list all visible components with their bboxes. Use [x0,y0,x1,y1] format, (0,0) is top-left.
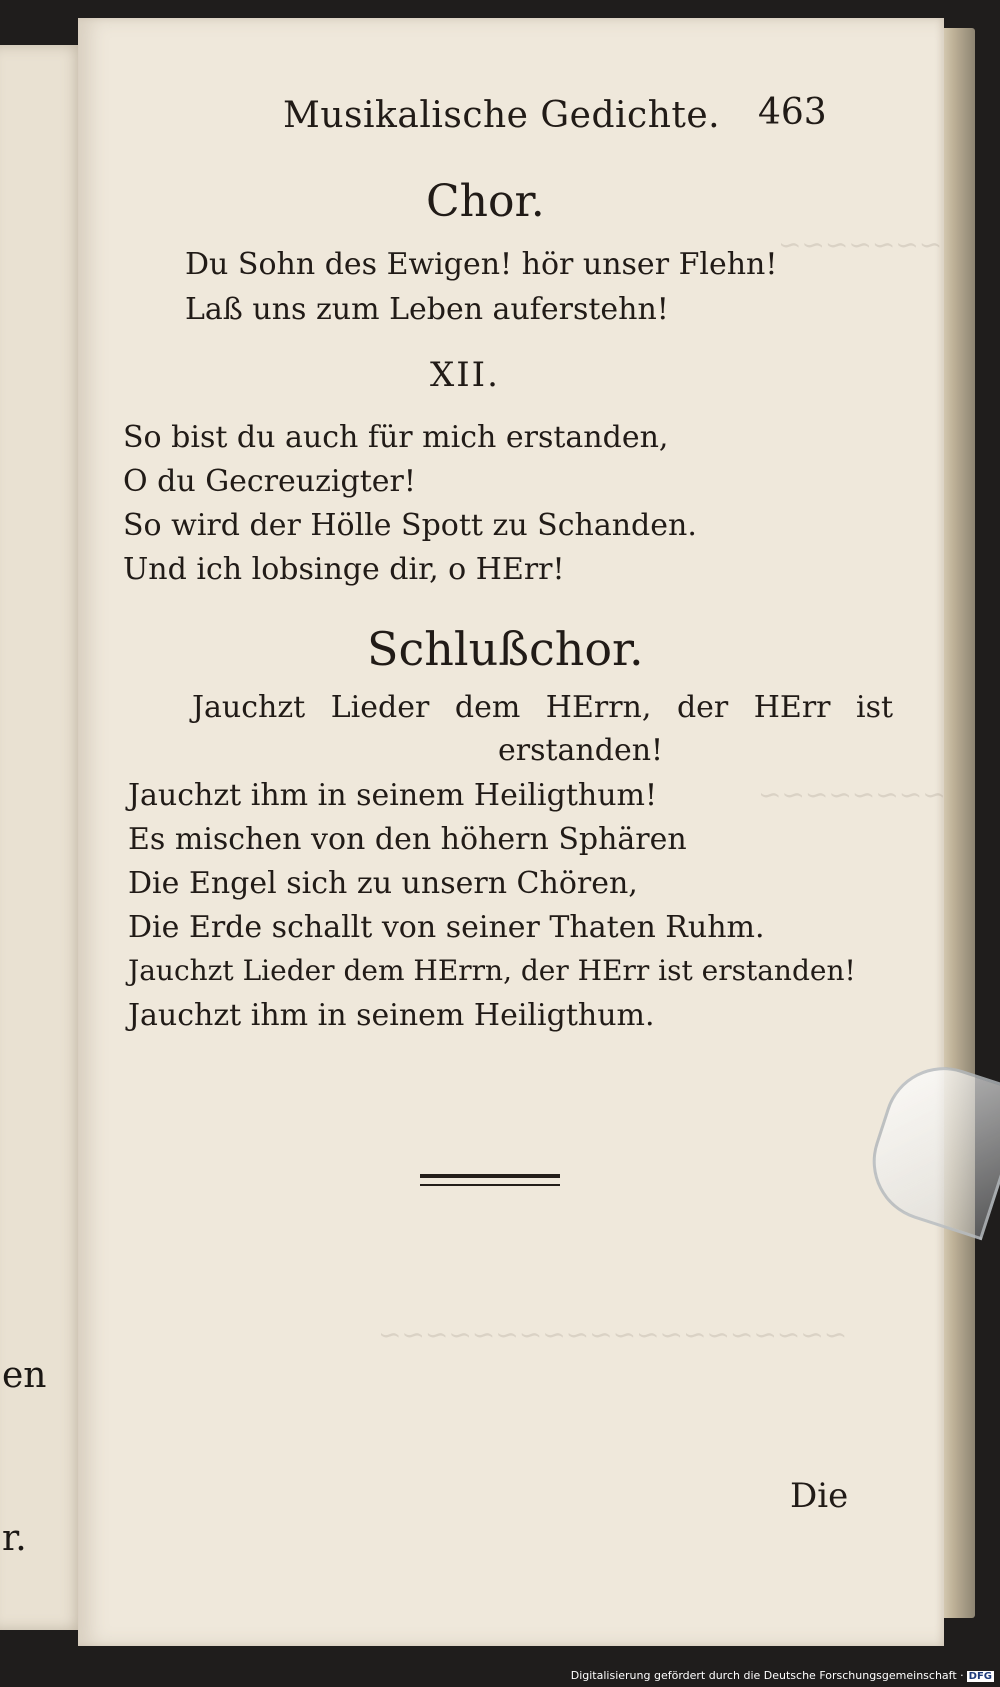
dfg-logo: DFG [968,1671,992,1682]
credit-text: Digitalisierung gefördert durch die Deutsche Forschungsgemeinschaft · [570,1669,964,1682]
end-rule [420,1184,560,1186]
heading-xii: XII. [430,355,500,395]
verse-line: Es mischen von den höhern Sphären [128,822,687,857]
heading-schlusschor: Schlußchor. [367,622,644,676]
verse-line: Laß uns zum Leben auferstehn! [185,292,669,327]
bleed-through: ~~~~~~~ [778,228,943,261]
verse-line: Und ich lobsinge dir, o HErr! [123,552,565,587]
left-page [0,45,86,1630]
verse-line: O du Gecreuzigter! [123,464,416,499]
left-page-fragment: r. [2,1518,27,1559]
verse-line: Jauchzt Lieder dem HErrn, der HErr ist [192,690,894,725]
end-rule [420,1174,560,1178]
verse-line: Die Engel sich zu unsern Chören, [128,866,638,901]
heading-chor: Chor. [426,176,545,227]
verse-line: Die Erde schallt von seiner Thaten Ruhm. [128,910,765,945]
verse-line: Jauchzt Lieder dem HErrn, der HErr ist erstanden! [128,954,856,987]
verse-line-continuation: erstanden! [498,733,664,768]
verse-line: Jauchzt ihm in seinem Heiligthum. [128,998,655,1033]
digitization-credit [571,1669,994,1682]
bleed-through: ~~~~~~~~~~~~~~~~~~~~ [378,1318,848,1351]
left-page-fragment: en [2,1355,47,1396]
verse-line: Du Sohn des Ewigen! hör unser Flehn! [185,247,778,282]
page-number: 463 [758,92,827,133]
verse-line: So wird der Hölle Spott zu Schanden. [123,508,697,543]
catchword: Die [790,1476,849,1516]
bleed-through: ~~~~~~~~ [758,778,946,811]
verse-line: So bist du auch für mich erstanden, [123,420,669,455]
running-header: Musikalische Gedichte. [283,95,721,136]
verse-line: Jauchzt ihm in seinem Heiligthum! [128,778,658,813]
